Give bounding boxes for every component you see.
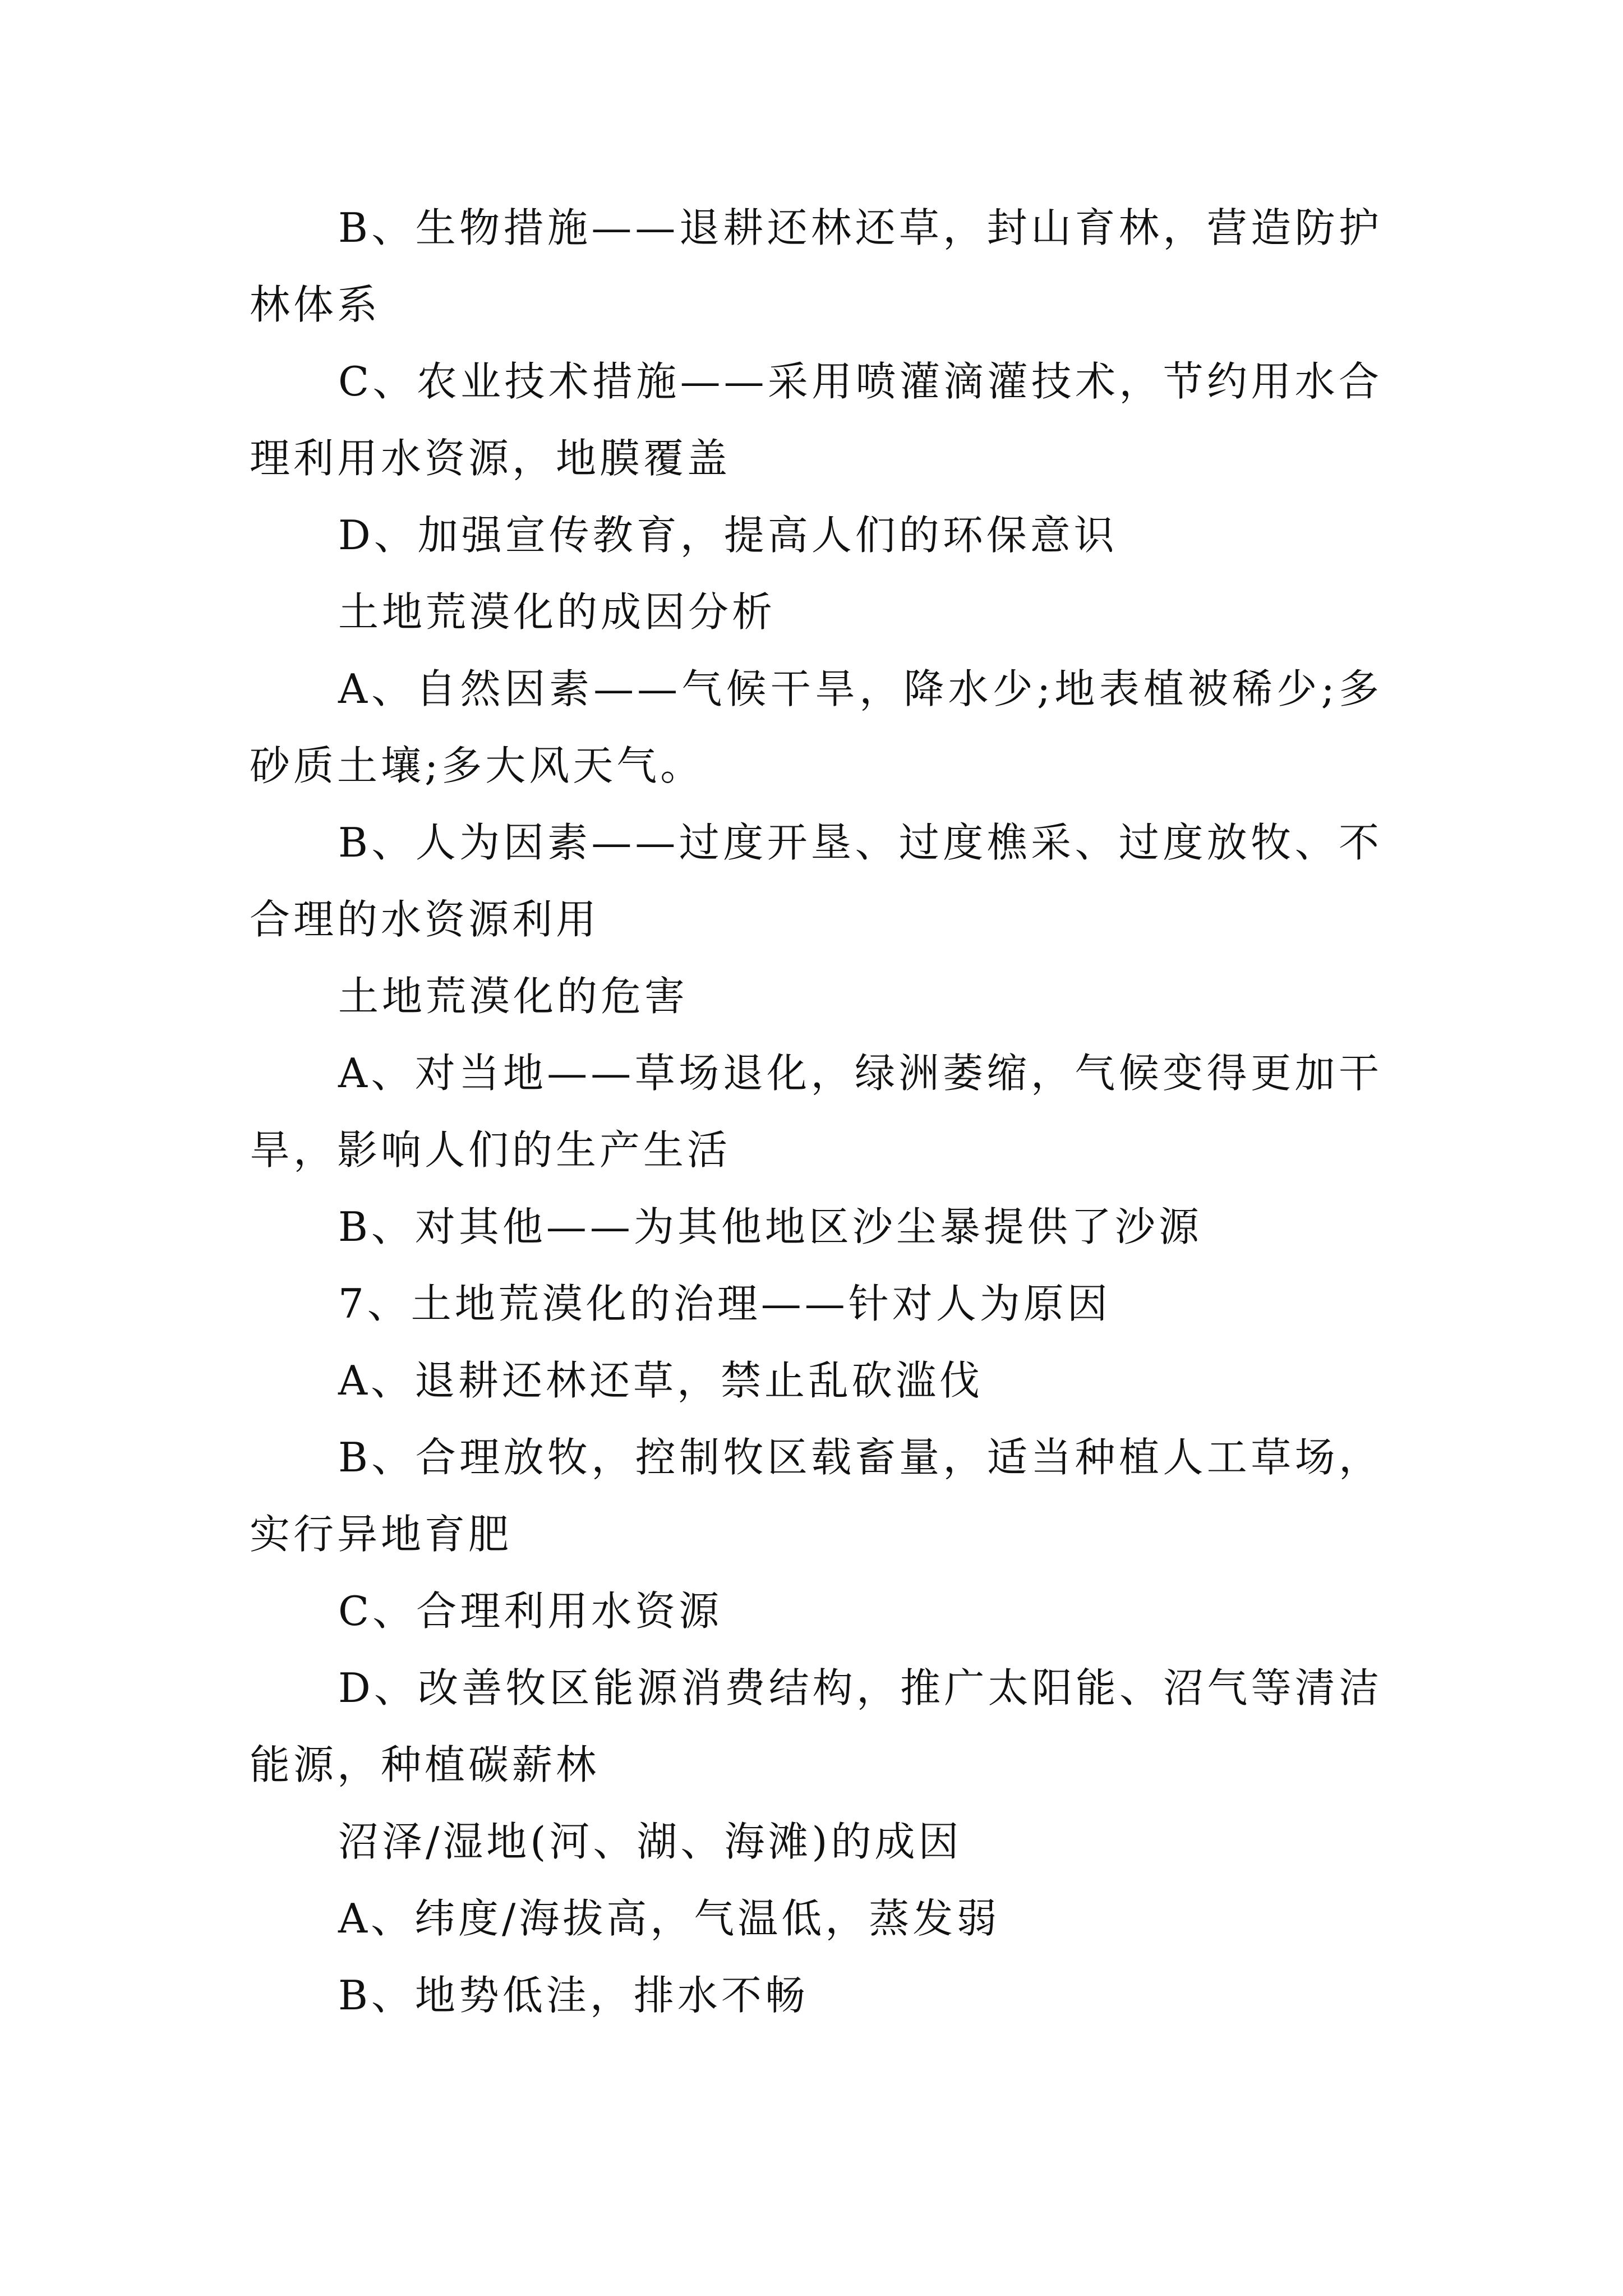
paragraph-education: D、加强宣传教育，提高人们的环保意识 [338, 512, 1118, 559]
heading-desertification-causes: 土地荒漠化的成因分析 [338, 588, 776, 636]
paragraph-human-factors: B、人为因素——过度开垦、过度樵采、过度放牧、不合理的水资源利用 [250, 819, 1382, 943]
paragraph-other-harm: B、对其他——为其他地区沙尘暴提供了沙源 [338, 1203, 1202, 1250]
paragraph-control-b: B、合理放牧，控制牧区载畜量，适当种植人工草场，实行异地育肥 [250, 1434, 1382, 1558]
paragraph-natural-factors: A、自然因素——气候干旱，降水少;地表植被稀少;多砂质土壤;多大风天气。 [250, 665, 1382, 789]
paragraph-control-d: D、改善牧区能源消费结构，推广太阳能、沼气等清洁能源，种植碳薪林 [250, 1664, 1382, 1788]
heading-wetland-causes: 沼泽/湿地(河、湖、海滩)的成因 [338, 1818, 962, 1865]
document-body [250, 190, 1382, 2034]
heading-desertification-harm: 土地荒漠化的危害 [338, 973, 689, 1020]
paragraph-wetland-a: A、纬度/海拔高，气温低，蒸发弱 [338, 1895, 1000, 1942]
paragraph-control-a: A、退耕还林还草，禁止乱砍滥伐 [338, 1357, 983, 1404]
paragraph-control-c: C、合理利用水资源 [338, 1588, 723, 1635]
paragraph-agri-tech-measures: C、农业技术措施——采用喷灌滴灌技术，节约用水合理利用水资源，地膜覆盖 [250, 358, 1382, 482]
heading-desertification-control: 7、土地荒漠化的治理——针对人为原因 [338, 1280, 1111, 1327]
paragraph-local-harm: A、对当地——草场退化，绿洲萎缩，气候变得更加干旱，影响人们的生产生活 [250, 1050, 1382, 1174]
paragraph-wetland-b: B、地势低洼，排水不畅 [338, 1972, 809, 2019]
paragraph-bio-measures: B、生物措施——退耕还林还草，封山育林，营造防护林体系 [250, 204, 1382, 328]
